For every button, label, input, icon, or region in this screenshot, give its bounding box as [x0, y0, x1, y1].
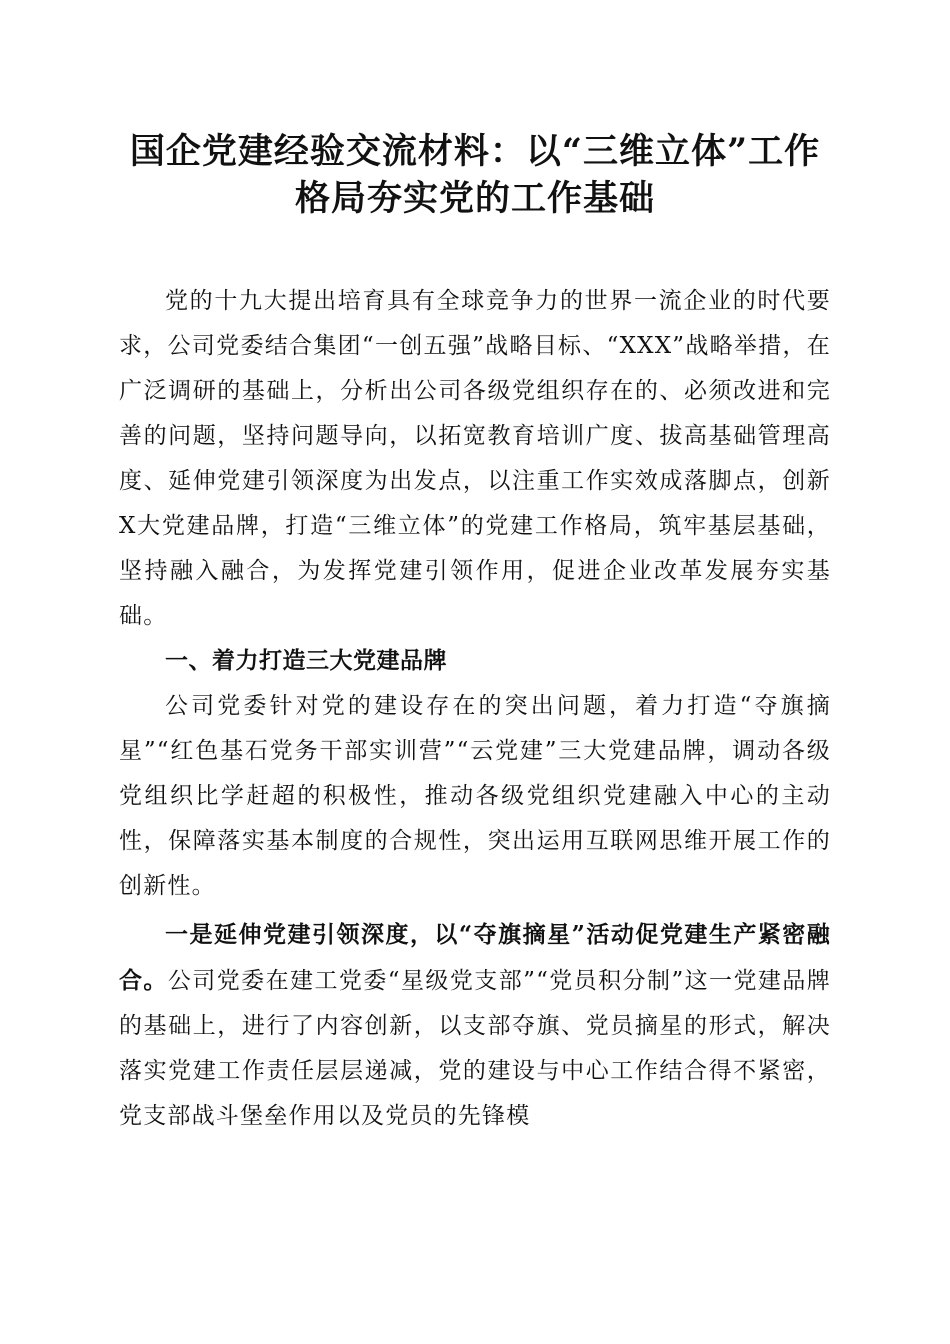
title-line-2: 格局夯实党的工作基础: [294, 178, 655, 219]
paragraph-brands: 公司党委针对党的建设存在的突出问题，着力打造“夺旗摘星”“红色基石党务干部实训营”“云党建”三大党建品牌，调动各级党组织比学赶超的积极性，推动各级党组织党建融入中心的主动性，保障落实基本制度的合规性，突出运用互联网思维开展工作的创新性。: [119, 693, 831, 899]
document-page: [119, 128, 831, 1139]
paragraph-point-one: [119, 912, 831, 1139]
document-body: [119, 279, 831, 1139]
paragraph-point-one-lead: 一是延伸党建引领深度，以“夺旗摘星”活动促党建生产紧密融合。: [119, 921, 831, 994]
paragraph-intro: 党的十九大提出培育具有全球竞争力的世界一流企业的时代要求，公司党委结合集团“一创五强”战略目标、“XXX”战略举措，在广泛调研的基础上，分析出公司各级党组织存在的、必须改进和完善的问题，坚持问题导向，以拓宽教育培训广度、拔高基础管理高度、延伸党建引领深度为出发点，以注重工作实效成落脚点，创新X大党建品牌，打造“三维立体”的党建工作格局，筑牢基层基础，坚持融入融合，为发挥党建引领作用，促进企业改革发展夯实基础。: [119, 288, 831, 629]
title-line-1: 国企党建经验交流材料：以“三维立体”工作: [129, 131, 821, 172]
document-title: [119, 128, 831, 222]
paragraph-point-one-text: 公司党委在建工党委“星级党支部”“党员积分制”这一党建品牌的基础上，进行了内容创新，以支部夺旗、党员摘星的形式，解决落实党建工作责任层层递减，党的建设与中心工作结合得不紧密，党支部战斗堡垒作用以及党员的先锋模: [119, 968, 831, 1129]
section-heading-1: 一、着力打造三大党建品牌: [165, 648, 447, 674]
